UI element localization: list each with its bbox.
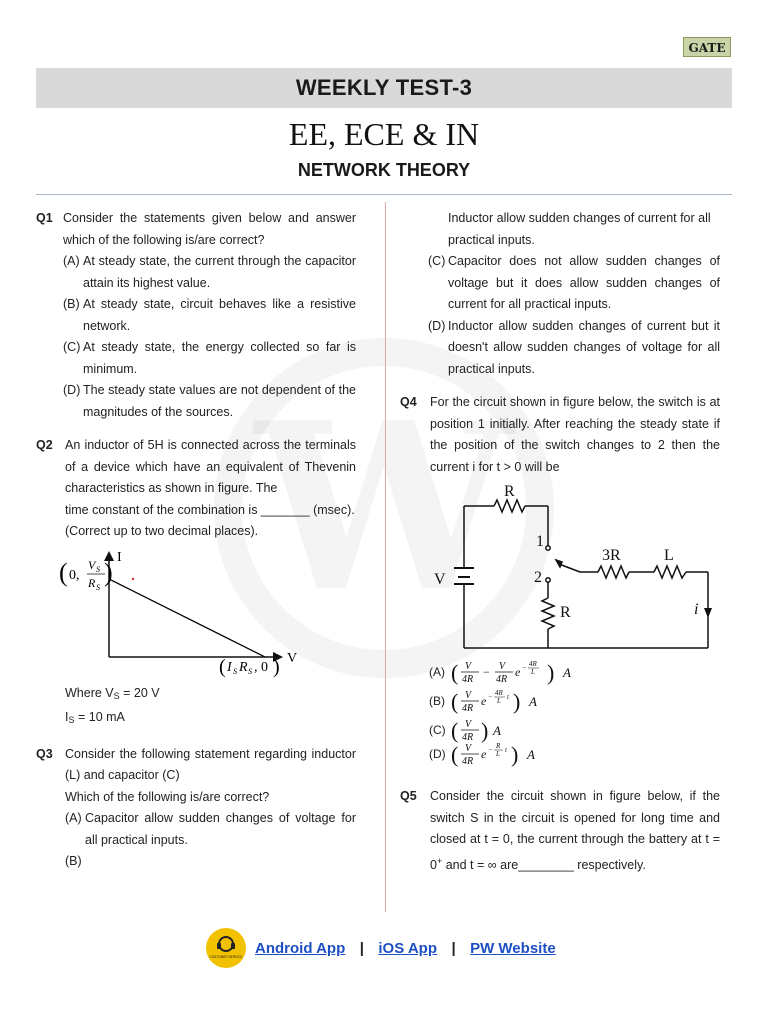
svg-text:−: − — [522, 664, 527, 672]
option-label: (C) — [63, 340, 81, 354]
x-intercept-label — [219, 656, 280, 678]
option-d-label: (D) — [429, 747, 446, 761]
question-2 — [36, 435, 356, 732]
option-text: The steady state values are not dependent of the magnitudes of the sources. — [83, 383, 356, 419]
question-3-continued — [448, 208, 720, 251]
svg-text:(: ( — [59, 557, 68, 587]
svg-text:V: V — [465, 743, 472, 754]
given-is: $I_S = 10$ mA — [65, 710, 125, 725]
footer-links — [255, 938, 556, 960]
svg-text:e: e — [481, 747, 487, 761]
option-c — [63, 337, 356, 380]
question-3 — [36, 744, 356, 873]
question-stem-cont: time constant of the combination is _______ (msec). — [65, 502, 355, 517]
question-4 — [400, 392, 720, 478]
question-1 — [36, 208, 356, 423]
svg-text:): ) — [547, 660, 555, 685]
android-app-link[interactable]: Android App — [255, 940, 346, 957]
option-b — [63, 294, 356, 337]
question-3-options-cont — [428, 251, 720, 380]
svg-text:t: t — [507, 693, 509, 701]
option-b — [65, 851, 356, 873]
svg-text:4R: 4R — [496, 674, 508, 685]
svg-text:L: L — [497, 697, 501, 705]
svg-text:V: V — [465, 690, 472, 701]
question-number: Q3 — [36, 746, 53, 761]
question-4-options — [429, 660, 729, 778]
option-c — [428, 251, 720, 316]
svg-text:(: ( — [451, 742, 459, 767]
q4-circuit-diagram — [420, 480, 720, 660]
resistor-3r-label: 3R — [602, 547, 621, 564]
q4-option-formulas — [429, 660, 729, 770]
question-stem: An inductor of 5H is connected across the terminals of a device which have an equivalent of Thevenin characteristics as shown in figure. The — [65, 438, 356, 495]
svg-text:4R: 4R — [462, 756, 474, 767]
option-label: (A) — [63, 254, 80, 268]
vi-characteristic-graph — [55, 549, 315, 679]
question-number: Q2 — [36, 438, 53, 452]
option-c-label: (C) — [429, 723, 446, 737]
svg-text:): ) — [513, 689, 521, 714]
svg-text:): ) — [104, 557, 113, 587]
svg-text:0,: 0, — [69, 567, 80, 583]
option-b-formula — [451, 689, 537, 714]
resistor-top-label: R — [504, 483, 515, 500]
logo-text: CUSTOMER SERVICE — [209, 955, 243, 959]
question-number: Q1 — [36, 211, 53, 225]
red-dot — [132, 577, 134, 579]
svg-text:4R: 4R — [529, 660, 537, 668]
svg-text:S: S — [96, 582, 100, 592]
option-a-label: (A) — [429, 665, 445, 679]
svg-text:R: R — [496, 742, 501, 750]
option-d-formula — [451, 742, 535, 767]
svg-text:(: ( — [451, 689, 459, 714]
right-column — [400, 208, 720, 478]
left-column — [36, 208, 356, 873]
option-b-label: (B) — [429, 694, 445, 708]
option-text: Capacitor allow sudden changes of voltage for all practical inputs. — [85, 811, 356, 847]
option-c-formula — [451, 718, 501, 743]
resistor-bottom-label: R — [560, 604, 571, 621]
option-a-formula — [451, 660, 571, 685]
test-banner: WEEKLY TEST-3 — [36, 68, 732, 108]
svg-text:V: V — [465, 661, 472, 672]
svg-text:e: e — [481, 694, 487, 708]
option-label: (D) — [428, 318, 446, 333]
exam-badge: GATE — [683, 37, 731, 57]
source-label: V — [434, 571, 446, 588]
option-a — [65, 808, 356, 851]
svg-text:A: A — [563, 665, 571, 680]
svg-text:(: ( — [451, 718, 459, 743]
svg-text:V: V — [465, 719, 472, 730]
page-subtitle: NETWORK THEORY — [297, 160, 471, 180]
option-text: Inductor allow sudden changes of current but it doesn't allow sudden changes of voltage for all practical inputs. — [448, 318, 720, 376]
svg-text:t: t — [505, 746, 507, 754]
option-a — [63, 251, 356, 294]
current-arrow — [704, 608, 712, 618]
svg-text:4R: 4R — [462, 703, 474, 714]
option-label: (A) — [65, 811, 82, 825]
svg-text:V: V — [88, 557, 96, 572]
y-intercept-label — [59, 558, 113, 592]
question-5 — [400, 786, 720, 876]
option-text: Capacitor does not allow sudden changes of voltage but it does allow sudden changes of current for all practical inputs. — [448, 254, 720, 311]
footer-separator: | — [451, 940, 456, 957]
load-line — [109, 579, 265, 657]
svg-text:S: S — [233, 666, 237, 676]
svg-text:S: S — [248, 666, 252, 676]
svg-text:R: R — [239, 659, 248, 675]
svg-text:−: − — [483, 665, 490, 679]
option-label: (D) — [63, 383, 81, 397]
current-label: i — [694, 601, 699, 618]
svg-text:(: ( — [451, 660, 459, 685]
svg-text:A: A — [529, 694, 537, 709]
page-title: EE, ECE & IN — [288, 116, 480, 152]
y-axis-label: I — [117, 549, 122, 565]
option-d — [428, 316, 720, 381]
svg-text:): ) — [481, 718, 489, 743]
svg-text:V: V — [499, 661, 506, 672]
svg-text:−: − — [488, 746, 493, 754]
option-label: (B) — [63, 297, 80, 311]
svg-text:A: A — [493, 723, 501, 738]
svg-text:I: I — [227, 659, 232, 675]
question-stem-cont: Which of the following is/are correct? — [65, 789, 270, 804]
x-axis-label: V — [287, 650, 298, 666]
svg-text:e: e — [515, 665, 521, 679]
svg-text:L: L — [531, 668, 535, 676]
given-vs: Where $V_S = 20$ V — [65, 685, 160, 701]
ios-app-link[interactable]: iOS App — [378, 940, 437, 957]
svg-text:R: R — [88, 575, 96, 590]
svg-text:L: L — [496, 750, 500, 758]
option-b-text: Inductor allow sudden changes of current for all practical inputs. — [448, 211, 711, 247]
svg-text:S: S — [96, 564, 100, 574]
svg-text:, 0: , 0 — [254, 659, 268, 675]
option-label: (C) — [428, 254, 446, 268]
inductor-label: L — [664, 547, 674, 564]
question-number: Q5 — [400, 789, 417, 803]
question-note: (Correct up to two decimal places). — [65, 524, 259, 538]
column-divider — [385, 202, 386, 912]
option-text: At steady state, the current through the capacitor attain its highest value. — [83, 254, 356, 290]
svg-text:4R: 4R — [495, 689, 503, 697]
question-stem: For the circuit shown in figure below, the switch is at position 1 initially. After reaching the steady state if the position of the switch changes to 2 then the current i for t > 0 will be — [430, 395, 720, 474]
svg-text:−: − — [488, 693, 493, 701]
svg-text:4R: 4R — [462, 732, 474, 743]
svg-text:4R: 4R — [462, 674, 474, 685]
header-divider — [36, 194, 732, 195]
switch-position-1: 1 — [536, 533, 544, 550]
pw-website-link[interactable]: PW Website — [470, 940, 556, 957]
option-d — [63, 380, 356, 423]
svg-text:): ) — [511, 742, 519, 767]
customer-service-logo — [206, 928, 246, 968]
question-stem: Consider the circuit shown in figure below, if the switch S in the circuit is opened for long time and closed at t = 0, the current through the battery at t = 0+ and t = ∞ are________ respectively. — [430, 789, 720, 872]
svg-text:(: ( — [219, 655, 226, 678]
switch-position-2: 2 — [534, 569, 542, 586]
question-stem: Consider the following statement regarding inductor (L) and capacitor (C) — [65, 746, 356, 782]
svg-text:A: A — [527, 747, 535, 762]
option-label: (B) — [65, 854, 82, 868]
option-text: At steady state, circuit behaves like a resistive network. — [83, 297, 356, 333]
option-text: At steady state, the energy collected so far is minimum. — [83, 340, 356, 376]
svg-text:): ) — [273, 655, 280, 678]
question-number: Q4 — [400, 395, 417, 409]
question-stem: Consider the statements given below and answer which of the following is/are correct? — [63, 211, 356, 247]
footer-separator: | — [359, 940, 364, 957]
